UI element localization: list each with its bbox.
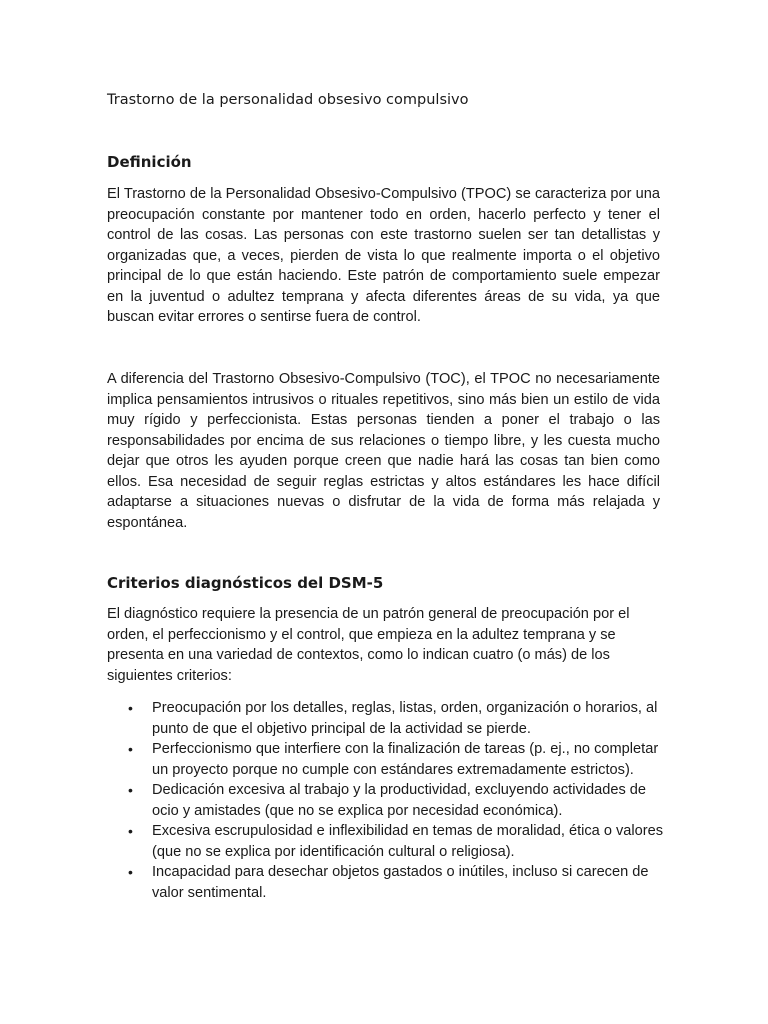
criteria-item-text: Incapacidad para desechar objetos gastados o inútiles, incluso si carecen de valor sentimental. [152, 864, 649, 901]
section-heading-definicion: Definición [107, 153, 192, 171]
criteria-item-text: Perfeccionismo que interfiere con la finalización de tareas (p. ej., no completar un proyecto porque no cumple con estándares extremadamente estrictos). [152, 741, 659, 778]
criteria-item-text: Dedicación excesiva al trabajo y la productividad, excluyendo actividades de ocio y amistades (que no se explica por necesidad económica). [152, 782, 647, 819]
bullet-icon: • [128, 700, 133, 716]
bullet-icon: • [128, 823, 133, 839]
criteria-list-item [107, 698, 667, 739]
bullet-icon: • [128, 741, 133, 757]
section-heading-criterios: Criterios diagnósticos del DSM-5 [107, 574, 384, 592]
criteria-item-text: Preocupación por los detalles, reglas, listas, orden, organización o horarios, al punto de que el objetivo principal de la actividad se pierde. [152, 700, 658, 737]
criteria-item-text: Excesiva escrupulosidad e inflexibilidad en temas de moralidad, ética o valores (que no se explica por identificación cultural o religiosa). [152, 823, 664, 860]
criteria-list-item [107, 821, 667, 862]
criteria-intro-paragraph: El diagnóstico requiere la presencia de un patrón general de preocupación por el orden, el perfeccionismo y el control, que empieza en la adultez temprana y se presenta en una variedad de contextos, como lo indican cuatro (o más) de los siguientes criterios: [107, 606, 630, 684]
document-title: Trastorno de la personalidad obsesivo compulsivo [107, 92, 469, 108]
definition-paragraph-2: A diferencia del Trastorno Obsesivo-Compulsivo (TOC), el TPOC no necesariamente implica pensamientos intrusivos o rituales repetitivos, sino más bien un estilo de vida muy rígido y perfeccionista. Estas personas tienden a poner el trabajo o las responsabilidades por encima de sus relaciones o tiempo libre, y les cuesta mucho dejar que otros les ayuden porque creen que nadie hará las cosas tan bien como ellos. Esa necesidad de seguir reglas estrictas y altos estándares les hace difícil adaptarse a situaciones nuevas o disfrutar de la vida de forma más relajada y espontánea. [107, 371, 660, 531]
bullet-icon: • [128, 782, 133, 798]
definition-paragraph-1: El Trastorno de la Personalidad Obsesivo-Compulsivo (TPOC) se caracteriza por una preocupación constante por mantener todo en orden, hacerlo perfecto y tener el control de las cosas. Las personas con este trastorno suelen ser tan detallistas y organizadas que, a veces, pierden de vista lo que realmente importa o el objetivo principal de lo que están haciendo. Este patrón de comportamiento suele empezar en la juventud o adultez temprana y afecta diferentes áreas de su vida, ya que buscan evitar errores o sentirse fuera de control. [107, 186, 660, 325]
criteria-list-item [107, 739, 667, 780]
criteria-list-item [107, 780, 667, 821]
bullet-icon: • [128, 864, 133, 880]
criteria-list [107, 698, 667, 903]
criteria-list-item [107, 862, 667, 903]
